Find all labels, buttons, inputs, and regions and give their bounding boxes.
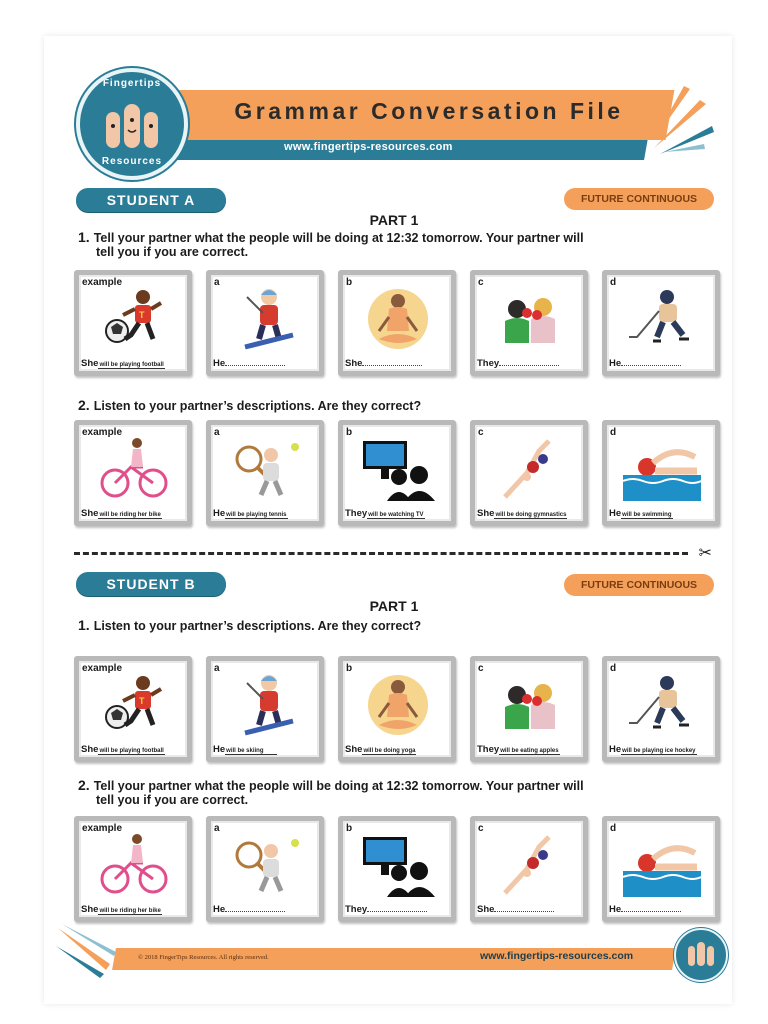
sentence-subject: He xyxy=(213,358,226,369)
eating-apples-icon xyxy=(491,673,569,737)
decorative-streaks-icon xyxy=(654,86,714,156)
picture-card-example xyxy=(74,656,192,762)
logo-text-bottom: Resources xyxy=(101,156,163,167)
footer-logo xyxy=(674,928,728,982)
student-a-topic-badge: FUTURE CONTINUOUS xyxy=(564,188,714,210)
picture-card-a xyxy=(206,420,324,526)
answer-sentence xyxy=(213,508,317,519)
picture-card-example xyxy=(74,816,192,922)
card-label: b xyxy=(346,663,353,674)
dashed-divider xyxy=(74,552,688,555)
answer-sentence xyxy=(477,744,581,755)
skier-icon xyxy=(227,287,305,351)
answer-blank-field[interactable] xyxy=(621,357,681,366)
question-text-line1: Tell your partner what the people will be doing at 12:32 tomorrow. Your partner will xyxy=(93,779,584,793)
fingers-icon xyxy=(102,102,162,152)
girl-on-bike-icon xyxy=(95,833,173,897)
student-a-question-2 xyxy=(78,398,728,413)
picture-card-c xyxy=(470,270,588,376)
card-label: a xyxy=(214,823,220,834)
picture-card-d xyxy=(602,816,720,922)
picture-card-d xyxy=(602,656,720,762)
fingertips-logo xyxy=(76,68,188,180)
sentence-subject: He xyxy=(609,904,622,915)
tennis-player-icon xyxy=(227,833,305,897)
answer-text: will be watching TV xyxy=(368,512,424,518)
answer-sentence xyxy=(609,744,713,755)
decorative-streaks-icon xyxy=(56,924,116,980)
picture-card-c xyxy=(470,656,588,762)
answer-text: will be playing tennis xyxy=(226,512,287,518)
answer-sentence xyxy=(213,744,317,755)
sentence-subject: She xyxy=(81,508,99,519)
answer-sentence xyxy=(81,358,185,369)
swimmer-icon xyxy=(623,833,701,897)
answer-text: will be playing ice hockey xyxy=(622,748,696,754)
question-text-line2: tell you if you are correct. xyxy=(96,245,249,259)
svg-text:T: T xyxy=(139,696,145,706)
question-text-line1: Listen to your partner’s descriptions. Are they correct? xyxy=(93,399,422,413)
question-number: 2. xyxy=(78,777,90,793)
eating-apples-icon xyxy=(491,287,569,351)
card-label: c xyxy=(478,663,484,674)
answer-sentence xyxy=(609,903,713,915)
sentence-subject: She xyxy=(81,358,99,369)
card-label: a xyxy=(214,427,220,438)
answer-sentence xyxy=(477,357,581,369)
student-a-question-1 xyxy=(78,230,728,259)
picture-card-d xyxy=(602,270,720,376)
question-number: 1. xyxy=(78,229,90,245)
answer-sentence xyxy=(345,903,449,915)
picture-card-a xyxy=(206,656,324,762)
footer-url: www.fingertips-resources.com xyxy=(480,950,634,962)
card-label: d xyxy=(610,823,617,834)
answer-sentence xyxy=(213,903,317,915)
sentence-subject: They xyxy=(345,508,368,519)
question-number: 2. xyxy=(78,397,90,413)
card-label: b xyxy=(346,427,353,438)
yoga-woman-icon xyxy=(359,673,437,737)
sentence-subject: He xyxy=(213,508,226,519)
student-a-q1-cards xyxy=(74,270,714,380)
answer-sentence xyxy=(81,508,185,519)
sentence-subject: They xyxy=(477,744,500,755)
sentence-subject: She xyxy=(345,358,363,369)
card-label: example xyxy=(82,277,123,288)
student-a-q2-cards xyxy=(74,420,714,530)
student-b-question-2 xyxy=(78,778,728,807)
picture-card-b xyxy=(338,656,456,762)
picture-card-b xyxy=(338,816,456,922)
picture-card-example xyxy=(74,270,192,376)
tennis-player-icon xyxy=(227,437,305,501)
scissors-icon: ✂ xyxy=(698,545,712,562)
answer-sentence xyxy=(345,357,449,369)
ice-hockey-icon xyxy=(623,287,701,351)
answer-sentence xyxy=(345,744,449,755)
worksheet-page xyxy=(44,36,732,1004)
card-label: d xyxy=(610,427,617,438)
girl-on-bike-icon xyxy=(95,437,173,501)
question-text-line1: Tell your partner what the people will be doing at 12:32 tomorrow. Your partner will xyxy=(93,231,584,245)
ice-hockey-icon xyxy=(623,673,701,737)
football-player-icon xyxy=(95,287,173,351)
sentence-subject: They xyxy=(477,358,500,369)
answer-text: will be doing yoga xyxy=(363,748,416,754)
answer-blank-field[interactable] xyxy=(621,903,681,912)
answer-sentence xyxy=(81,904,185,915)
answer-text: will be doing gymnastics xyxy=(495,512,567,518)
gymnast-icon xyxy=(491,833,569,897)
card-label: d xyxy=(610,277,617,288)
picture-card-c xyxy=(470,816,588,922)
answer-text: will be swimming xyxy=(622,512,672,518)
student-b-part-title: PART 1 xyxy=(369,598,419,614)
sentence-subject: He xyxy=(609,744,622,755)
answer-sentence xyxy=(81,744,185,755)
answer-sentence xyxy=(477,508,581,519)
sentence-subject: She xyxy=(81,904,99,915)
answer-text: will be playing football xyxy=(99,362,164,368)
student-b-question-1 xyxy=(78,618,728,633)
picture-card-d xyxy=(602,420,720,526)
card-label: example xyxy=(82,427,123,438)
student-b-q1-cards xyxy=(74,656,714,766)
svg-text:T: T xyxy=(139,310,145,320)
sentence-subject: They xyxy=(345,904,368,915)
sentence-subject: He xyxy=(213,744,226,755)
card-label: b xyxy=(346,277,353,288)
card-label: a xyxy=(214,663,220,674)
answer-text: will be playing football xyxy=(99,748,164,754)
answer-sentence xyxy=(213,357,317,369)
watching-tv-icon xyxy=(359,437,437,501)
answer-sentence xyxy=(609,508,713,519)
answer-blank-field[interactable] xyxy=(494,903,554,912)
picture-card-b xyxy=(338,270,456,376)
answer-text: will be riding her bike xyxy=(99,908,161,914)
sentence-subject: He xyxy=(609,508,622,519)
header xyxy=(44,36,732,186)
watching-tv-icon xyxy=(359,833,437,897)
sentence-subject: He xyxy=(213,904,226,915)
answer-blank-field[interactable] xyxy=(225,357,285,366)
student-b-q2-cards xyxy=(74,816,714,926)
question-number: 1. xyxy=(78,617,90,633)
picture-card-a xyxy=(206,816,324,922)
header-url: www.fingertips-resources.com xyxy=(284,141,453,153)
card-label: a xyxy=(214,277,220,288)
answer-blank-field[interactable] xyxy=(225,903,285,912)
swimmer-icon xyxy=(623,437,701,501)
footer-copyright: © 2018 FingerTips Resources. All rights reserved. xyxy=(138,954,269,961)
answer-blank-field[interactable] xyxy=(499,357,559,366)
answer-text: will be skiing xyxy=(225,748,277,755)
card-label: d xyxy=(610,663,617,674)
skier-icon xyxy=(227,673,305,737)
page-title: Grammar Conversation File xyxy=(234,98,624,124)
sentence-subject: She xyxy=(345,744,363,755)
answer-blank-field[interactable] xyxy=(362,357,422,366)
answer-text: will be eating apples xyxy=(500,748,559,754)
card-label: example xyxy=(82,663,123,674)
sentence-subject: She xyxy=(477,508,495,519)
picture-card-a xyxy=(206,270,324,376)
yoga-woman-icon xyxy=(359,287,437,351)
answer-sentence xyxy=(609,357,713,369)
card-label: c xyxy=(478,823,484,834)
card-label: b xyxy=(346,823,353,834)
answer-text: will be riding her bike xyxy=(99,512,161,518)
sentence-subject: She xyxy=(81,744,99,755)
sentence-subject: He xyxy=(609,358,622,369)
answer-blank-field[interactable] xyxy=(367,903,427,912)
football-player-icon xyxy=(95,673,173,737)
picture-card-example xyxy=(74,420,192,526)
student-b-label: STUDENT B xyxy=(76,572,226,596)
card-label: example xyxy=(82,823,123,834)
logo-text-top: Fingertips xyxy=(102,78,162,89)
question-text-line2: tell you if you are correct. xyxy=(96,793,249,807)
cut-line xyxy=(74,546,714,562)
question-text-line1: Listen to your partner’s descriptions. Are they correct? xyxy=(93,619,422,633)
card-label: c xyxy=(478,427,484,438)
student-a-part-title: PART 1 xyxy=(369,212,419,228)
gymnast-icon xyxy=(491,437,569,501)
answer-sentence xyxy=(477,903,581,915)
student-b-topic-badge: FUTURE CONTINUOUS xyxy=(564,574,714,596)
card-label: c xyxy=(478,277,484,288)
picture-card-b xyxy=(338,420,456,526)
fingers-icon xyxy=(676,930,726,980)
student-a-label: STUDENT A xyxy=(76,188,226,212)
sentence-subject: She xyxy=(477,904,495,915)
picture-card-c xyxy=(470,420,588,526)
answer-sentence xyxy=(345,508,449,519)
